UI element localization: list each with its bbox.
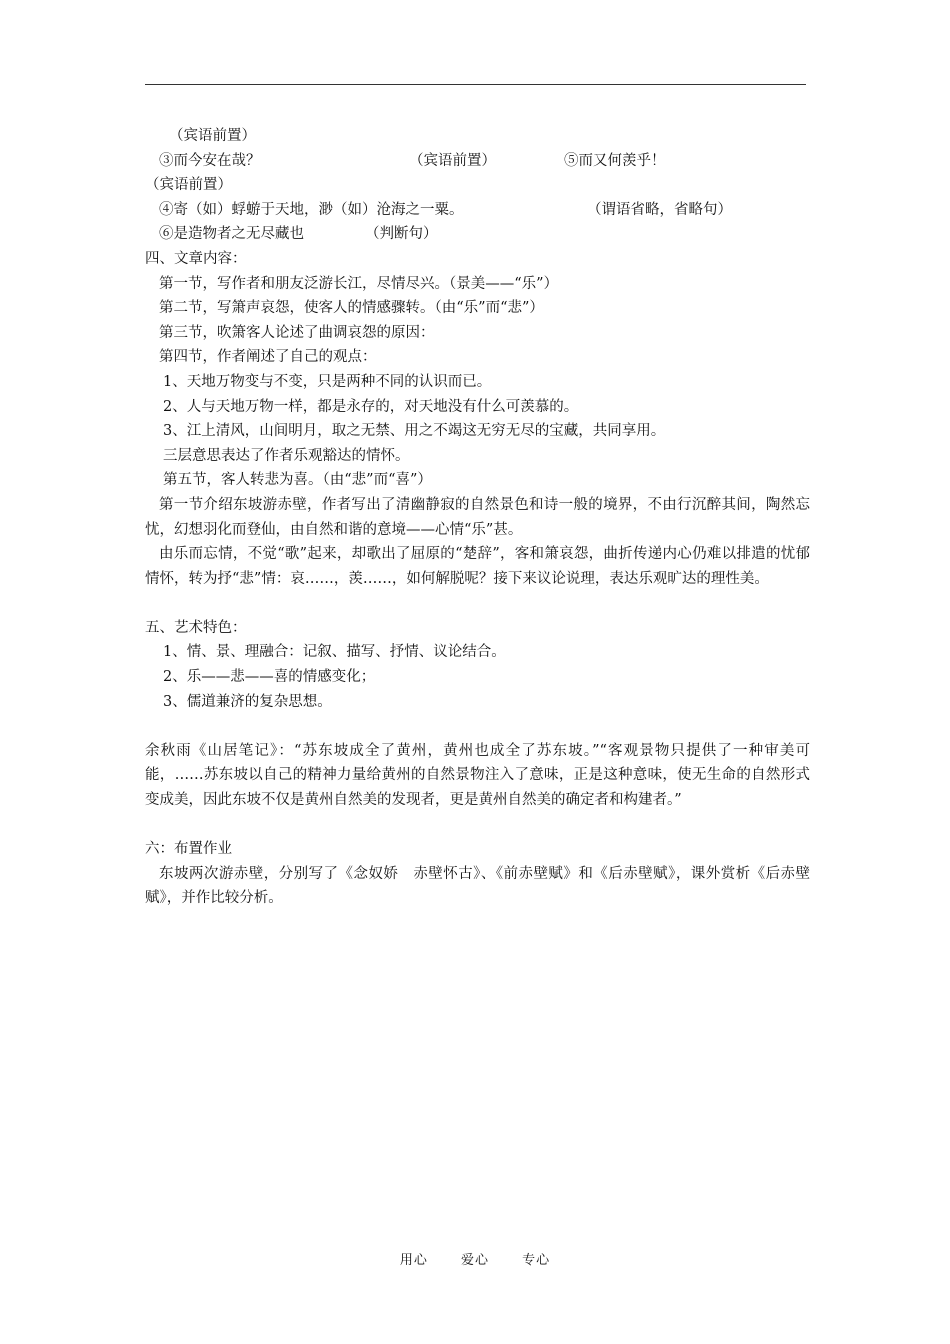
- list-item: 1、天地万物变与不变，只是两种不同的认识而已。: [163, 373, 492, 390]
- section-paragraph: 第四节，作者阐述了自己的观点：: [159, 349, 377, 366]
- summary-line: 三层意思表达了作者乐观豁达的情怀。: [163, 447, 410, 464]
- analysis-paragraph: 由乐而忘情，不觉“歌”起来，却歌出了屈原的“楚辞”，客和箫哀怨，曲折传递内心仍难以排遣的忧郁情怀，转为抒“悲”情：哀……，羡……，如何解脱呢？接下来议论说理，表达乐观旷达的理性美。: [145, 546, 810, 587]
- grammar-note: （宾语前置）: [145, 177, 232, 194]
- example-sentence: ⑤而又何羡乎！: [564, 152, 666, 169]
- section-heading-6: 六：布置作业: [145, 841, 232, 858]
- document-body: [145, 124, 810, 911]
- section-heading-5: 五、艺术特色：: [145, 619, 247, 636]
- example-sentence: ③而今安在哉？: [159, 152, 261, 169]
- text-line: [145, 222, 810, 247]
- section-paragraph: 第三节，吹箫客人论述了曲调哀怨的原因：: [159, 324, 435, 341]
- section-paragraph: 第五节，客人转悲为喜。（由“悲”而“喜”）: [163, 472, 432, 489]
- grammar-note: （谓语省略，省略句）: [587, 201, 732, 218]
- example-sentence: ④寄（如）蜉蝣于天地，渺（如）沧海之一粟。: [159, 201, 464, 218]
- text-line: [145, 149, 810, 174]
- grammar-note: （宾语前置）: [169, 128, 256, 144]
- text-line: [145, 173, 810, 198]
- quote-paragraph: 余秋雨《山居笔记》：“苏东坡成全了黄州，黄州也成全了苏东坡。”“客观景物只提供了一种审美可能，……苏东坡以自己的精神力量给黄州的自然景物注入了意味，正是这种意味，使无生命的自然形式变成美，因此东坡不仅是黄州自然美的发现者，更是黄州自然美的确定者和构建者。”: [145, 742, 810, 809]
- section-heading-4: 四、文章内容：: [145, 250, 247, 267]
- list-item: 3、江上清风，山间明月，取之无禁、用之不竭这无穷无尽的宝藏，共同享用。: [163, 423, 666, 440]
- text-line: [145, 198, 810, 223]
- text-line: [145, 124, 810, 149]
- page-footer: [0, 1249, 950, 1268]
- footer-word: 用心: [399, 1253, 428, 1268]
- list-item: 2、乐——悲——喜的情感变化；: [163, 669, 376, 686]
- blank-line: [145, 813, 810, 838]
- footer-word: 专心: [522, 1253, 551, 1268]
- list-item: 1、情、景、理融合：记叙、描写、抒情、议论结合。: [163, 644, 506, 661]
- example-sentence: ⑥是造物者之无尽藏也: [159, 226, 304, 243]
- footer-word: 爱心: [460, 1253, 489, 1268]
- blank-line: [145, 714, 810, 739]
- list-item: 2、人与天地万物一样，都是永存的，对天地没有什么可羡慕的。: [163, 398, 579, 415]
- section-paragraph: 第二节，写箫声哀怨，使客人的情感骤转。（由“乐”而“悲”）: [159, 300, 544, 317]
- header-rule: [145, 84, 806, 85]
- grammar-note: （宾语前置）: [409, 152, 496, 169]
- grammar-note: （判断句）: [365, 226, 438, 243]
- section-paragraph: 第一节，写作者和朋友泛游长江，尽情尽兴。（景美——“乐”）: [159, 275, 559, 292]
- homework-paragraph: 东坡两次游赤壁，分别写了《念奴娇 赤壁怀古》、《前赤壁赋》和《后赤壁赋》，课外赏析《后赤壁赋》，并作比较分析。: [145, 865, 810, 907]
- analysis-paragraph: 第一节介绍东坡游赤壁，作者写出了清幽静寂的自然景色和诗一般的境界，不由行沉醉其间，陶然忘忧，幻想羽化而登仙，由自然和谐的意境——心情“乐”甚。: [145, 496, 810, 538]
- list-item: 3、儒道兼济的复杂思想。: [163, 693, 332, 710]
- blank-line: [145, 591, 810, 616]
